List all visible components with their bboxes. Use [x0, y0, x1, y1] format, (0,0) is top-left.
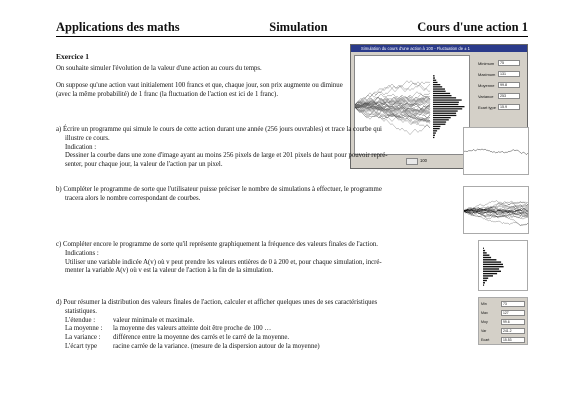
field-ecart-type: [478, 103, 526, 111]
histogram-bar: [433, 91, 446, 92]
stats-value: 127: [501, 310, 525, 316]
histogram-bar: [483, 257, 491, 258]
histogram-thumbnail: [478, 240, 528, 291]
def-term: La variance :: [65, 334, 101, 342]
multi-walk-thumbnail: [463, 186, 529, 234]
stats-row: [481, 309, 527, 317]
field-value[interactable]: 75: [498, 60, 520, 66]
window-title: Simulation du cours d'une action à 100 - Fluctuation de ± 1: [351, 45, 527, 52]
header-right: Cours d'une action 1: [417, 20, 528, 34]
histogram-bar: [483, 278, 488, 279]
histogram-bar: [483, 252, 487, 253]
field-variance: [478, 92, 526, 100]
single-walk-thumbnail: [463, 127, 529, 175]
stats-panel-thumbnail: [478, 297, 528, 345]
stats-label: Var: [481, 329, 487, 333]
stats-label: Max: [481, 311, 488, 315]
field-value[interactable]: 253: [498, 93, 520, 99]
histogram-bar: [483, 255, 489, 256]
question-a-line: Dessiner la courbe dans une zone d'image ayant au moins 256 pixels de large et 201 pixels de haut pour pouvoir repré-: [65, 152, 388, 160]
question-c-line: Utiliser une variable indicée A(v) où v peut prendre les valeurs entières de 0 à 200 et, pour chaque simulation, incré-: [65, 258, 382, 266]
stats-label: Moy: [481, 320, 488, 324]
question-b: [56, 186, 456, 204]
field-maximum: [478, 70, 526, 78]
question-b-line: b) Compléter le programme de sorte que l'utilisateur puisse préciser le nombre de simulations à effectuer, le programme: [56, 186, 382, 193]
histogram-bar: [483, 284, 484, 285]
intro-paragraph-2: On suppose qu'une action vaut initialement 100 francs et que, chaque jour, son prix augmente ou diminue (avec la même probabilité) de 1 franc (la fluctuation de l'action est ici de 1 franc).: [56, 82, 343, 98]
question-c-line: c) Compléter encore le programme de sorte qu'il représente graphiquement la fréquence des valeurs finales de l'action.: [56, 241, 378, 248]
histogram-bar: [483, 259, 496, 260]
histogram-bar: [483, 280, 487, 281]
histogram-bar: [483, 271, 501, 272]
histogram-bar: [433, 95, 452, 96]
histogram-bar: [433, 102, 459, 103]
single-walk-plot: [464, 128, 529, 175]
stats-value: 73: [501, 301, 525, 307]
header-center: Simulation: [269, 20, 328, 34]
field-label: Minimum: [478, 60, 495, 66]
stats-label: Min: [481, 302, 487, 306]
histogram-bar: [483, 275, 493, 276]
field-value[interactable]: 99.8: [498, 82, 520, 88]
question-a-line: Indication :: [65, 143, 97, 151]
walk-path: [464, 208, 529, 214]
histogram-bar: [433, 75, 435, 76]
histogram-bar: [483, 264, 503, 265]
histogram-bar: [433, 115, 456, 116]
histogram-plot: [479, 241, 528, 291]
histogram-bar: [483, 248, 484, 249]
question-a-line: a) Écrire un programme qui simule le cours de cette action durant une année (256 jours ouvrables) et trace la courbe qui: [56, 126, 382, 133]
histogram-bar: [433, 104, 458, 105]
histogram-bar: [483, 250, 485, 251]
histogram-bar: [433, 88, 445, 89]
histogram-bar: [433, 119, 449, 120]
def-term: L'écart type: [65, 342, 97, 350]
histogram-bar: [433, 108, 462, 109]
question-c-line: Indications :: [65, 249, 99, 257]
histogram-bar: [433, 99, 462, 100]
histogram-bar: [433, 93, 450, 94]
histogram-bar: [433, 121, 446, 122]
histogram-bar: [483, 273, 497, 274]
field-value[interactable]: 15.9: [498, 104, 520, 110]
walk-path: [464, 149, 529, 155]
histogram-bar: [483, 268, 499, 269]
header-left: Applications des maths: [56, 20, 180, 34]
question-d: [56, 299, 466, 352]
page-header: [56, 18, 528, 37]
question-a-line: senter, pour chaque jour, la valeur de l'action par un pixel.: [65, 161, 223, 169]
histogram-bar: [433, 97, 456, 98]
def-desc: différence entre la moyenne des carrés et le carré de la moyenne.: [113, 334, 290, 342]
question-d-line: d) Pour résumer la distribution des valeurs finales de l'action, calculer et afficher quelques unes de ses caractéristiques: [56, 299, 378, 306]
histogram-bar: [433, 113, 456, 114]
histogram-bar: [483, 282, 485, 283]
question-d-line: statistiques.: [65, 307, 97, 315]
field-label: Ecart type: [478, 104, 497, 110]
question-c-line: menter la variable A(v) où v est la valeur de l'action à la fin de la simulation.: [65, 267, 274, 275]
stats-row: [481, 327, 527, 335]
field-label: Moyenne: [478, 82, 495, 88]
def-desc: la moyenne des valeurs atteinte doit être proche de 100 …: [113, 325, 272, 333]
histogram-bar: [433, 124, 445, 125]
stats-label: Ecart: [481, 338, 490, 342]
stats-row: [481, 318, 527, 326]
histogram-bar: [483, 261, 501, 262]
histogram-bar: [433, 110, 458, 111]
field-label: Maximum: [478, 71, 496, 77]
field-minimum: [478, 59, 526, 67]
def-term: L'étendue :: [65, 316, 96, 324]
histogram-bar: [433, 84, 440, 85]
slider-label: 100: [420, 158, 427, 163]
stats-value: 99.6: [501, 319, 525, 325]
histogram-bar: [433, 117, 451, 118]
histogram-bar: [433, 86, 442, 87]
histogram-bar: [483, 266, 504, 267]
field-value[interactable]: 131: [498, 71, 520, 77]
statistics-definitions: [56, 317, 466, 352]
histogram-bar: [433, 80, 436, 81]
def-desc: racine carrée de la variance. (mesure de la dispersion autour de la moyenne): [113, 342, 320, 350]
intro-paragraph-1: On souhaite simuler l'évolution de la valeur d'une action au cours du temps.: [56, 65, 262, 72]
histogram-bar: [433, 77, 435, 78]
question-c: [56, 241, 466, 276]
stats-value: 241.2: [501, 328, 525, 334]
question-b-line: tracera alors le nombre correspondant de courbes.: [65, 194, 201, 202]
multi-walk-plot: [464, 187, 529, 234]
question-a: [56, 126, 456, 170]
field-moyenne: [478, 81, 526, 89]
stats-row: [481, 336, 527, 344]
stats-value: 15.53: [501, 337, 525, 343]
def-term: La moyenne :: [65, 325, 103, 333]
field-label: Variance: [478, 93, 494, 99]
def-desc: valeur minimale et maximale.: [113, 316, 195, 324]
histogram-bar: [433, 82, 438, 83]
walk-path: [464, 209, 529, 215]
histogram-bar: [433, 106, 465, 107]
exercise-title: Exercice 1: [56, 52, 89, 61]
stats-row: [481, 300, 527, 308]
question-a-line: illustre ce cours.: [65, 134, 110, 142]
